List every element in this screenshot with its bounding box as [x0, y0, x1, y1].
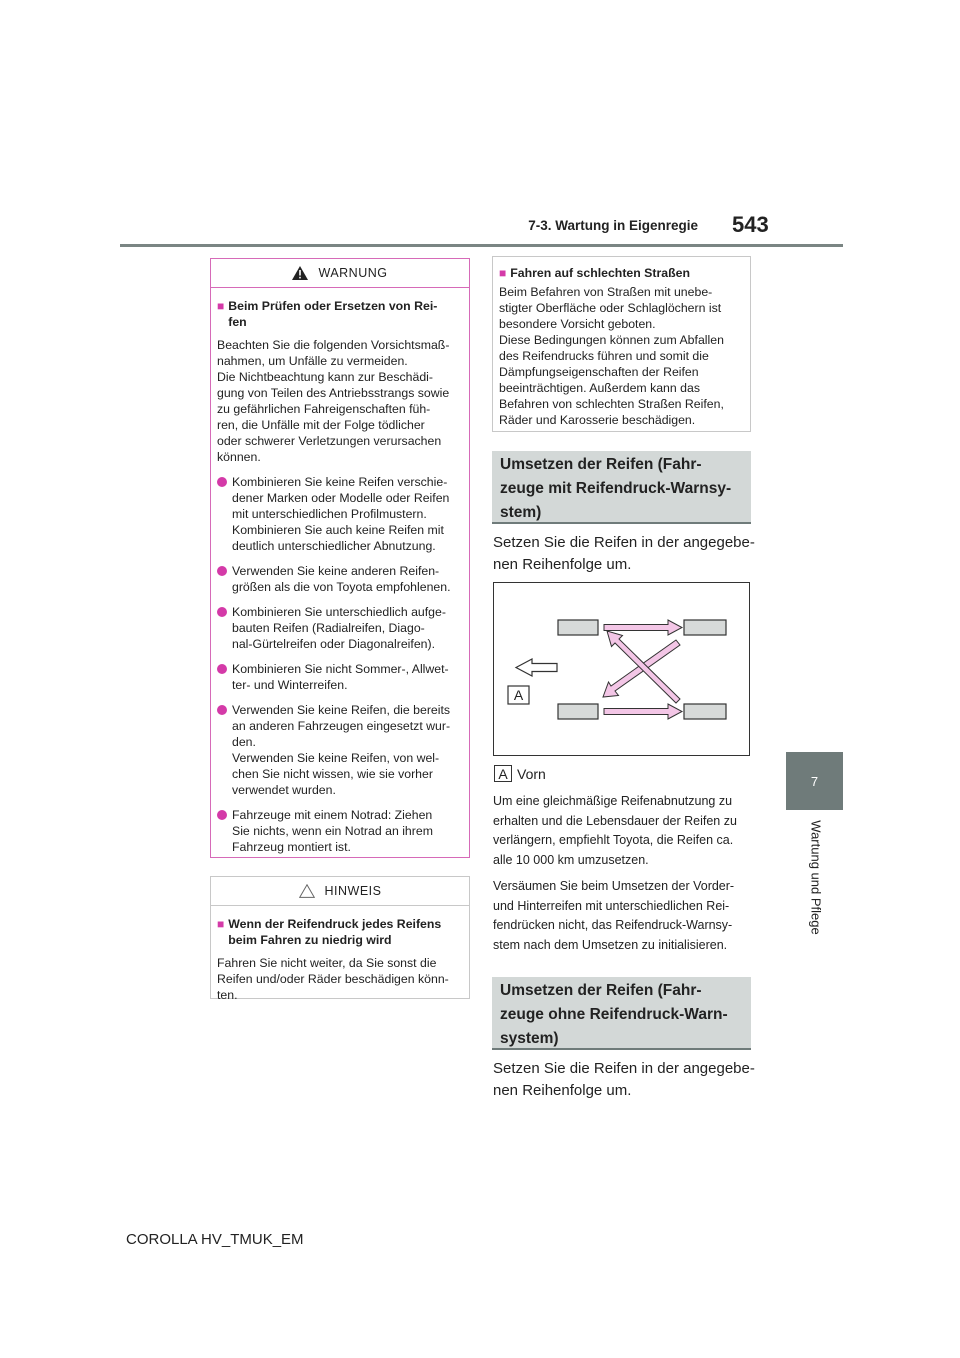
warning-bullet: Kombinieren Sie nicht Sommer-, Allwet- ter- und Winterreifen. [217, 661, 461, 693]
tire-rear-right [684, 704, 726, 719]
legend-text: Vorn [517, 766, 546, 782]
arrow-rear-right-to-front-left [607, 631, 680, 703]
rotation-arrows-svg [494, 583, 749, 755]
warning-bullet: Verwenden Sie keine anderen Reifen- größen als die von Toyota empfohlenen. [217, 563, 461, 595]
chapter-tab[interactable]: 7 [786, 752, 843, 810]
tire-front-left [558, 620, 598, 635]
header-rule [120, 244, 843, 247]
hinweis-heading: Wenn der Reifendruck jedes Reifens beim Fahren zu niedrig wird [228, 917, 442, 947]
info-heading: Fahren auf schlechten Straßen [510, 266, 690, 280]
section1-text: Setzen Sie die Reifen in der angegebe- nen Reihenfolge um. [493, 534, 755, 573]
warning-bullet: Kombinieren Sie unterschiedlich aufge- bauten Reifen (Radialreifen, Diago- nal-Gürtelreifen oder Diagonalreifen). [217, 604, 461, 652]
hinweis-title: HINWEIS [324, 884, 382, 898]
legend-tag: A [494, 765, 512, 782]
tire-rear-left [558, 704, 598, 719]
page-number: 543 [732, 212, 769, 237]
section1-heading: Umsetzen der Reifen (Fahr- zeuge mit Reifendruck-Warnsy- stem) [492, 451, 751, 524]
tire-front-right [684, 620, 726, 635]
info-box [492, 256, 751, 432]
hinweis-box [210, 876, 470, 1002]
square-bullet-icon: ■ [217, 299, 225, 313]
warning-bullet: Kombinieren Sie keine Reifen verschie- dener Marken oder Modelle oder Reifen mit unterschiedlichen Profilmustern. Kombinieren Sie auch keine Reifen mit deutlich unterschiedlicher Abnutzung. [217, 474, 461, 554]
bullet-dot-icon [217, 664, 227, 674]
warning-icon [292, 266, 308, 280]
section2-text: Setzen Sie die Reifen in der angegebe- nen Reihenfolge um. [493, 1060, 755, 1099]
square-bullet-icon: ■ [499, 266, 507, 280]
diagram-label-a: A [513, 687, 524, 703]
arrow-rear-left-to-right [604, 704, 682, 719]
square-bullet-icon: ■ [217, 917, 225, 931]
chapter-label: Wartung und Pflege [808, 820, 824, 935]
bullet-dot-icon [217, 477, 227, 487]
warning-intro: Beachten Sie die folgenden Vorsichtsmaß- nahmen, um Unfälle zu vermeiden. Die Nichtbeachtung kann zur Beschädi- gung von Teilen des Antriebsstrangs sowie zu gefährlichen Fahreigenschaften füh- ren, die Unfälle mit der Folge tödlicher oder schwerer Verletzungen verursachen können. [217, 338, 450, 464]
warning-heading: Beim Prüfen oder Ersetzen von Rei- fen [228, 299, 438, 329]
footer-model: COROLLA HV_TMUK_EM [126, 1231, 304, 1248]
warning-bullet: Verwenden Sie keine Reifen, die bereits an anderen Fahrzeugen eingesetzt wur- den. Verwenden Sie keine Reifen, von wel- chen Sie nicht wissen, wie sie vorher verwendet wurden. [217, 702, 461, 798]
section2-heading: Umsetzen der Reifen (Fahr- zeuge ohne Reifendruck-Warn- system) [492, 977, 751, 1050]
bullet-dot-icon [217, 810, 227, 820]
caution-icon [299, 884, 315, 898]
bullet-dot-icon [217, 566, 227, 576]
warning-title: WARNUNG [318, 266, 388, 280]
info-text: Beim Befahren von Straßen mit unebe- stigter Oberfläche oder Schlaglöchern ist besondere Vorsicht geboten. Diese Bedingungen können zum Abfallen des Reifendrucks führen und somit die Dämpfungseigenschaften der Reifen beeinträchtigen. Außerdem kann das Befahren von schlechten Straßen Reifen, Räder und Karosserie beschädigen. [499, 285, 724, 427]
front-direction-icon [516, 659, 557, 676]
hinweis-header [211, 877, 469, 906]
section1-note1: Um eine gleichmäßige Reifenabnutzung zu erhalten und die Lebensdauer der Reifen zu verlängern, empfiehlt Toyota, die Reifen ca. alle 10 000 km umzusetzen. [493, 794, 737, 867]
warning-bullet: Fahrzeuge mit einem Notrad: Ziehen Sie nichts, wenn ein Notrad an ihrem Fahrzeug montiert ist. [217, 807, 461, 855]
warning-header [211, 259, 469, 288]
warning-box [210, 258, 470, 858]
bullet-dot-icon [217, 705, 227, 715]
hinweis-text: Fahren Sie nicht weiter, da Sie sonst die Reifen und/oder Räder beschädigen könn- ten. [217, 956, 449, 1002]
arrow-front-left-to-right [604, 620, 682, 635]
bullet-dot-icon [217, 607, 227, 617]
front-direction-arrow [514, 653, 533, 659]
tire-rotation-diagram [493, 582, 750, 756]
section-title: 7-3. Wartung in Eigenregie [528, 218, 698, 233]
section1-note2: Versäumen Sie beim Umsetzen der Vorder- und Hinterreifen mit unterschiedlichen Rei- fendrücken nicht, das Reifendruck-Warnsy- stem nach dem Umsetzen zu initialisieren. [493, 879, 735, 952]
